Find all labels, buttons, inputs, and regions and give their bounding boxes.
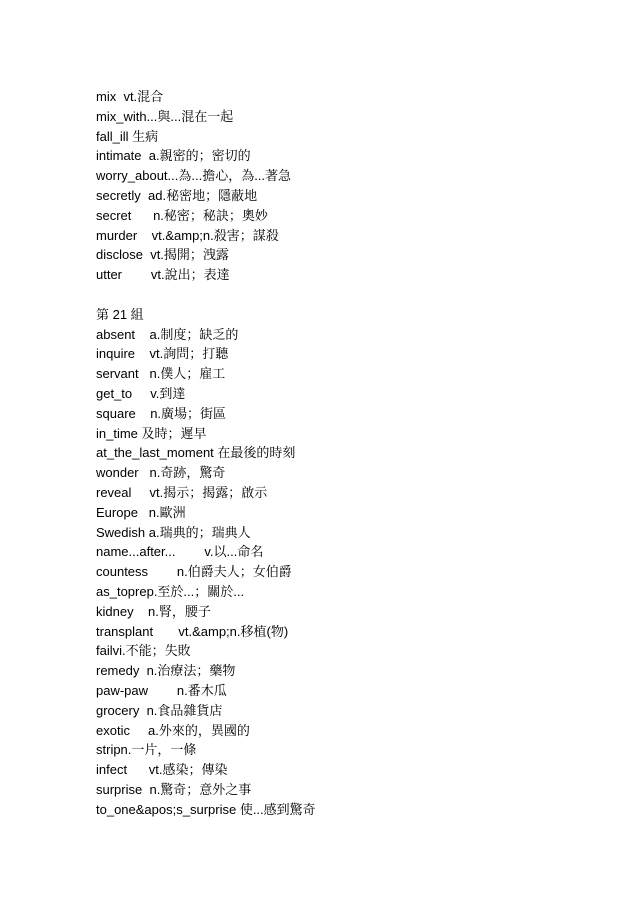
vocab-entry: wonder n.奇跡，驚奇	[96, 465, 226, 481]
vocab-entry: square n.廣場；街區	[96, 405, 227, 421]
vocab-entry: mix_with...與...混在一起	[96, 108, 234, 124]
vocab-entry: transplant vt.&amp;n.移植(物)	[96, 623, 289, 639]
vocab-entry: to_one&apos;s_surprise 使...感到驚奇	[96, 801, 316, 817]
vocab-entry: at_the_last_moment 在最後的時刻	[96, 445, 296, 461]
vocab-entry: fall_ill 生病	[96, 128, 159, 144]
vocab-entry: as_toprep.至於...；關於...	[96, 583, 245, 599]
vocab-entry: get_to v.到達	[96, 385, 186, 401]
vocab-entry: kidney n.腎，腰子	[96, 603, 211, 619]
vocab-entry: worry_about...為...擔心，為...著急	[96, 168, 292, 184]
vocab-entry: in_time 及時；遲早	[96, 425, 207, 441]
vocab-entry: paw-paw n.番木瓜	[96, 682, 227, 698]
vocab-entry: stripn.一片，一條	[96, 742, 197, 758]
blank-line	[96, 285, 616, 305]
vocab-entry: infect vt.感染；傳染	[96, 762, 228, 778]
vocab-entry: surprise n.驚奇；意外之事	[96, 781, 252, 797]
vocab-entry: servant n.僕人；雇工	[96, 366, 226, 382]
vocab-entry: secret n.秘密；秘訣；奧妙	[96, 207, 268, 223]
vocab-entry: mix vt.混合	[96, 89, 164, 104]
vocab-entry: secretly ad.秘密地；隱蔽地	[96, 187, 258, 203]
vocab-group-20-tail	[96, 87, 616, 285]
vocab-entry: remedy n.治療法；藥物	[96, 663, 236, 679]
vocab-entry: Swedish a.瑞典的；瑞典人	[96, 524, 251, 540]
vocab-entry: exotic a.外來的，異國的	[96, 722, 250, 738]
vocab-entry: reveal vt.揭示；揭露；啟示	[96, 484, 268, 500]
vocab-entry: failvi.不能；失敗	[96, 643, 191, 659]
vocab-entry: murder vt.&amp;n.殺害；謀殺	[96, 227, 279, 243]
vocabulary-page	[96, 87, 616, 819]
vocab-entry: utter vt.說出；表達	[96, 267, 230, 283]
vocab-group-21	[96, 325, 616, 820]
vocab-entry: absent a.制度；缺乏的	[96, 326, 239, 342]
vocab-entry: Europe n.歐洲	[96, 504, 186, 520]
vocab-entry: grocery n.食品雜貨店	[96, 702, 223, 718]
vocab-entry: disclose vt.揭開；洩露	[96, 247, 229, 263]
group-heading: 第 21 組	[96, 306, 144, 322]
vocab-entry: intimate a.親密的；密切的	[96, 148, 251, 164]
vocab-entry: countess n.伯爵夫人；女伯爵	[96, 564, 292, 580]
vocab-entry: name...after... v.以...命名	[96, 544, 264, 560]
vocab-entry: inquire vt.詢問；打聽	[96, 346, 229, 362]
